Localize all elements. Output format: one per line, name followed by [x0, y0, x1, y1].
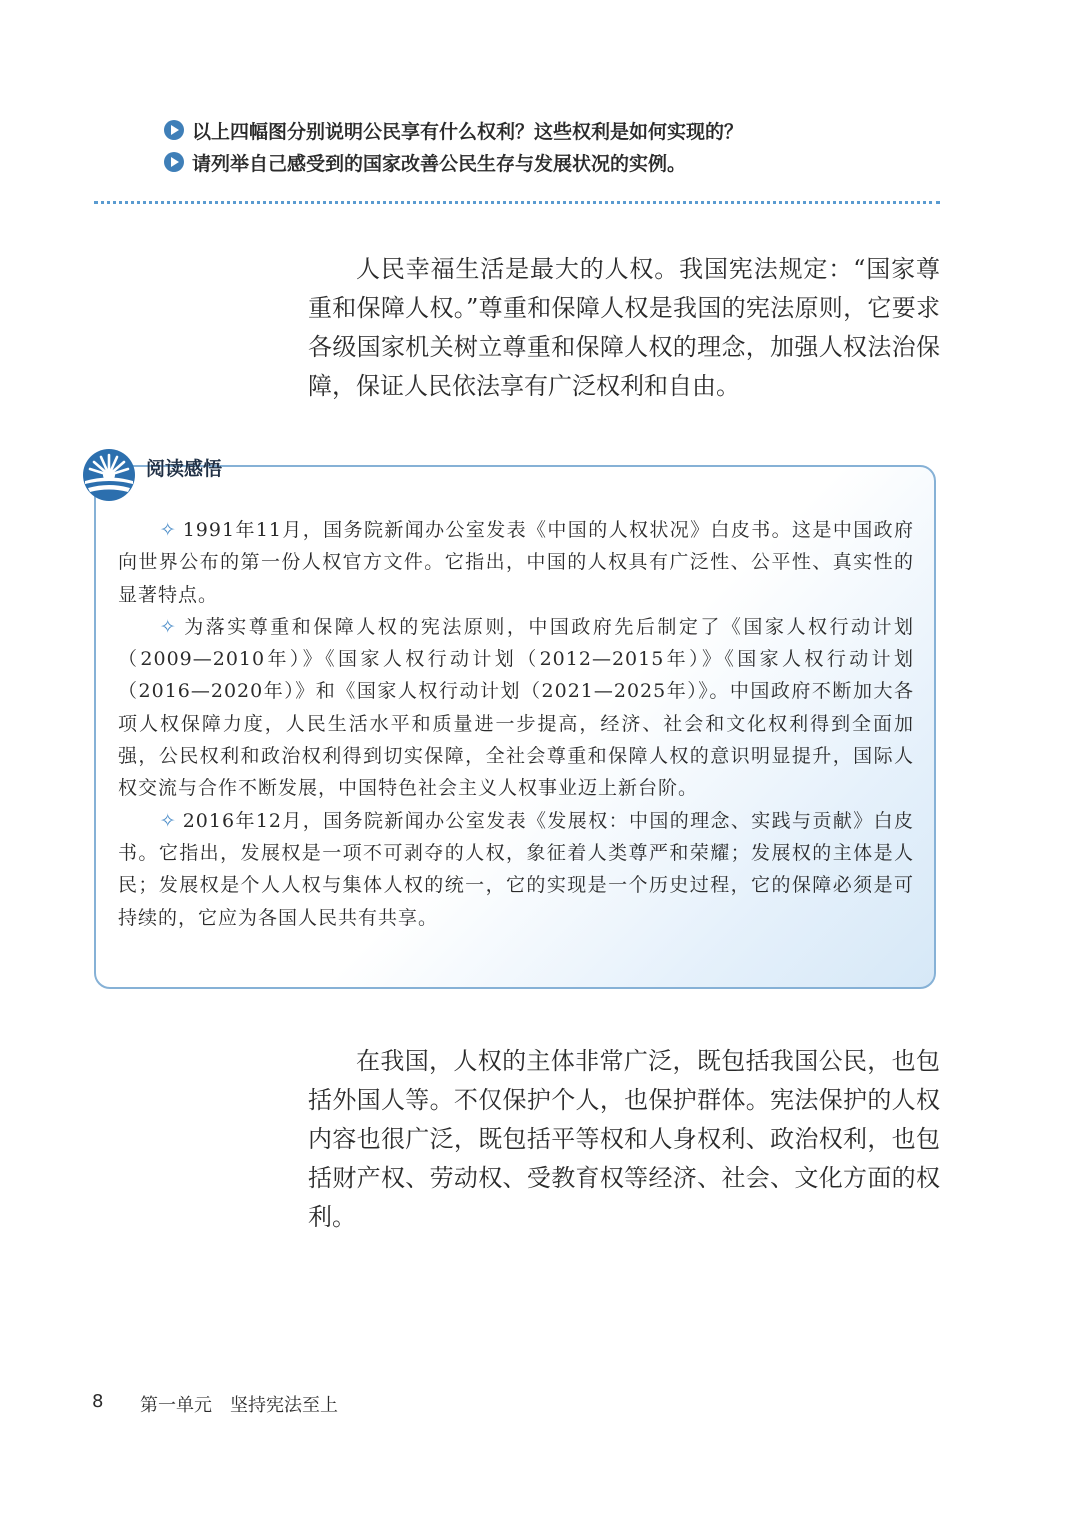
reading-item: [118, 514, 914, 611]
unit-title: 坚持宪法至上: [230, 1395, 338, 1416]
paragraph-text: 在我国，人权的主体非常广泛，既包括我国公民，也包括外国人等。不仅保护个人，也保护群体。宪法保护的人权内容也很广泛，既包括平等权和人身权利、政治权利，也包括财产权、劳动权、受教育权等经济、社会、文化方面的权利。: [308, 1047, 940, 1231]
dotted-divider: [94, 201, 940, 204]
diamond-bullet-icon: ✧: [159, 615, 177, 638]
reading-title-line: [234, 463, 246, 465]
discussion-questions: [164, 114, 964, 178]
unit-label: 第一单元: [140, 1395, 212, 1416]
body-paragraph-1: [308, 250, 940, 406]
page-footer: [92, 1391, 338, 1417]
reading-item-text: 为落实尊重和保障人权的宪法原则，中国政府先后制定了《国家人权行动计划（2009—2010年）》《国家人权行动计划（2012—2015年）》《国家人权行动计划（2016—2020年）》和《国家人权行动计划（2021—2025年）》。中国政府不断加大各项人权保障力度，人民生活水平和质量进一步提高，经济、社会和文化权利得到全面加强，公民权利和政治权利得到切实保障，全社会尊重和保障人权的意识明显提升，国际人权交流与合作不断发展，中国特色社会主义人权事业迈上新台阶。: [118, 615, 914, 800]
question-text: 请列举自己感受到的国家改善公民生存与发展状况的实例。: [192, 152, 687, 175]
page-number: 8: [92, 1391, 104, 1412]
reading-title: 阅读感悟: [146, 458, 223, 480]
diamond-bullet-icon: ✧: [159, 519, 177, 541]
reading-content: [118, 514, 914, 934]
play-bullet-icon: [164, 152, 184, 172]
question-item: [164, 114, 964, 146]
diamond-bullet-icon: ✧: [159, 809, 177, 832]
paragraph-text: 人民幸福生活是最大的人权。我国宪法规定：“国家尊重和保障人权。”尊重和保障人权是我国的宪法原则，它要求各级国家机关树立尊重和保障人权的理念，加强人权法治保障，保证人民依法享有广泛权利和自由。: [308, 255, 940, 400]
reading-item: [118, 611, 914, 805]
question-text: 以上四幅图分别说明公民享有什么权利？这些权利是如何实现的？: [192, 120, 744, 143]
body-paragraph-2: [308, 1042, 940, 1237]
reading-item-text: 1991年11月，国务院新闻办公室发表《中国的人权状况》白皮书。这是中国政府向世界公布的第一份人权官方文件。它指出，中国的人权具有广泛性、公平性、真实性的显著特点。: [118, 519, 914, 606]
play-bullet-icon: [164, 120, 184, 140]
sunrise-logo-icon: [82, 448, 136, 502]
question-item: [164, 146, 964, 178]
reading-item: [118, 805, 914, 934]
reading-item-text: 2016年12月，国务院新闻办公室发表《发展权：中国的理念、实践与贡献》白皮书。它指出，发展权是一项不可剥夺的人权，象征着人类尊严和荣耀；发展权的主体是人民；发展权是个人人权与集体人权的统一，它的实现是一个历史过程，它的保障必须是可持续的，它应为各国人民共有共享。: [118, 809, 914, 929]
